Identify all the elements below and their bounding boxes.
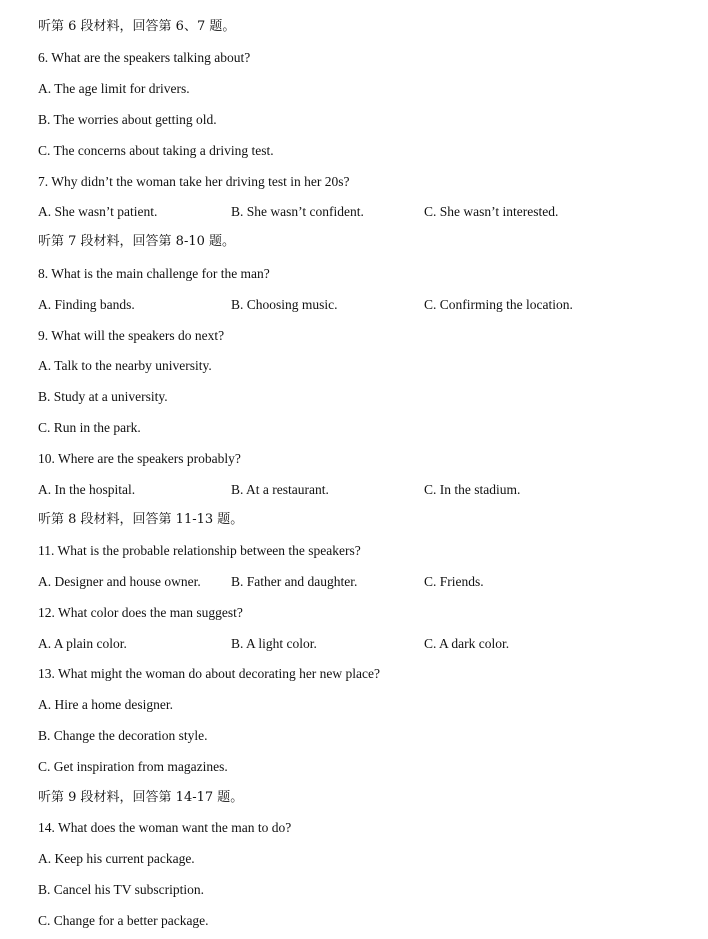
option-6b: B. The worries about getting old. [38,112,217,127]
option-7c: C. She wasn’t interested. [424,204,559,219]
question-14: 14. What does the woman want the man to do? [38,820,292,835]
option-7a: A. She wasn’t patient. [38,204,158,219]
option-10c: C. In the stadium. [424,482,521,497]
option-6c: C. The concerns about taking a driving test. [38,143,274,158]
question-13: 13. What might the woman do about decorating her new place? [38,666,381,681]
option-12b: B. A light color. [231,636,317,651]
section-header: 听第 9 段材料，回答第 14-17 题。 [38,790,244,805]
option-12a: A. A plain color. [38,636,127,651]
question-6: 6. What are the speakers talking about? [38,50,251,65]
option-14c: C. Change for a better package. [38,913,209,928]
option-14a: A. Keep his current package. [38,851,195,866]
option-8c: C. Confirming the location. [424,297,573,312]
option-9a: A. Talk to the nearby university. [38,358,212,373]
option-9c: C. Run in the park. [38,420,141,435]
question-10: 10. Where are the speakers probably? [38,451,241,466]
options-row-11 [38,572,698,592]
option-13b: B. Change the decoration style. [38,728,208,743]
option-7b: B. She wasn’t confident. [231,204,364,219]
options-row-10 [38,480,698,500]
option-6a: A. The age limit for drivers. [38,81,190,96]
options-row-8 [38,295,698,315]
option-13a: A. Hire a home designer. [38,697,173,712]
option-10b: B. At a restaurant. [231,482,329,497]
option-10a: A. In the hospital. [38,482,136,497]
option-12c: C. A dark color. [424,636,510,651]
option-13c: C. Get inspiration from magazines. [38,759,228,774]
option-11b: B. Father and daughter. [231,574,358,589]
option-9b: B. Study at a university. [38,389,168,404]
question-7: 7. Why didn’t the woman take her driving test in her 20s? [38,174,350,189]
section-header: 听第 6 段材料，回答第 6、7 题。 [38,19,236,34]
option-8b: B. Choosing music. [231,297,338,312]
options-row-12 [38,634,698,654]
question-8: 8. What is the main challenge for the man? [38,266,270,281]
question-11: 11. What is the probable relationship between the speakers? [38,543,361,558]
question-12: 12. What color does the man suggest? [38,605,243,620]
question-9: 9. What will the speakers do next? [38,328,225,343]
option-11c: C. Friends. [424,574,484,589]
option-11a: A. Designer and house owner. [38,574,201,589]
options-row-7 [38,202,698,222]
option-14b: B. Cancel his TV subscription. [38,882,204,897]
option-8a: A. Finding bands. [38,297,135,312]
section-header: 听第 7 段材料，回答第 8-10 题。 [38,234,236,249]
section-header: 听第 8 段材料，回答第 11-13 题。 [38,512,244,527]
